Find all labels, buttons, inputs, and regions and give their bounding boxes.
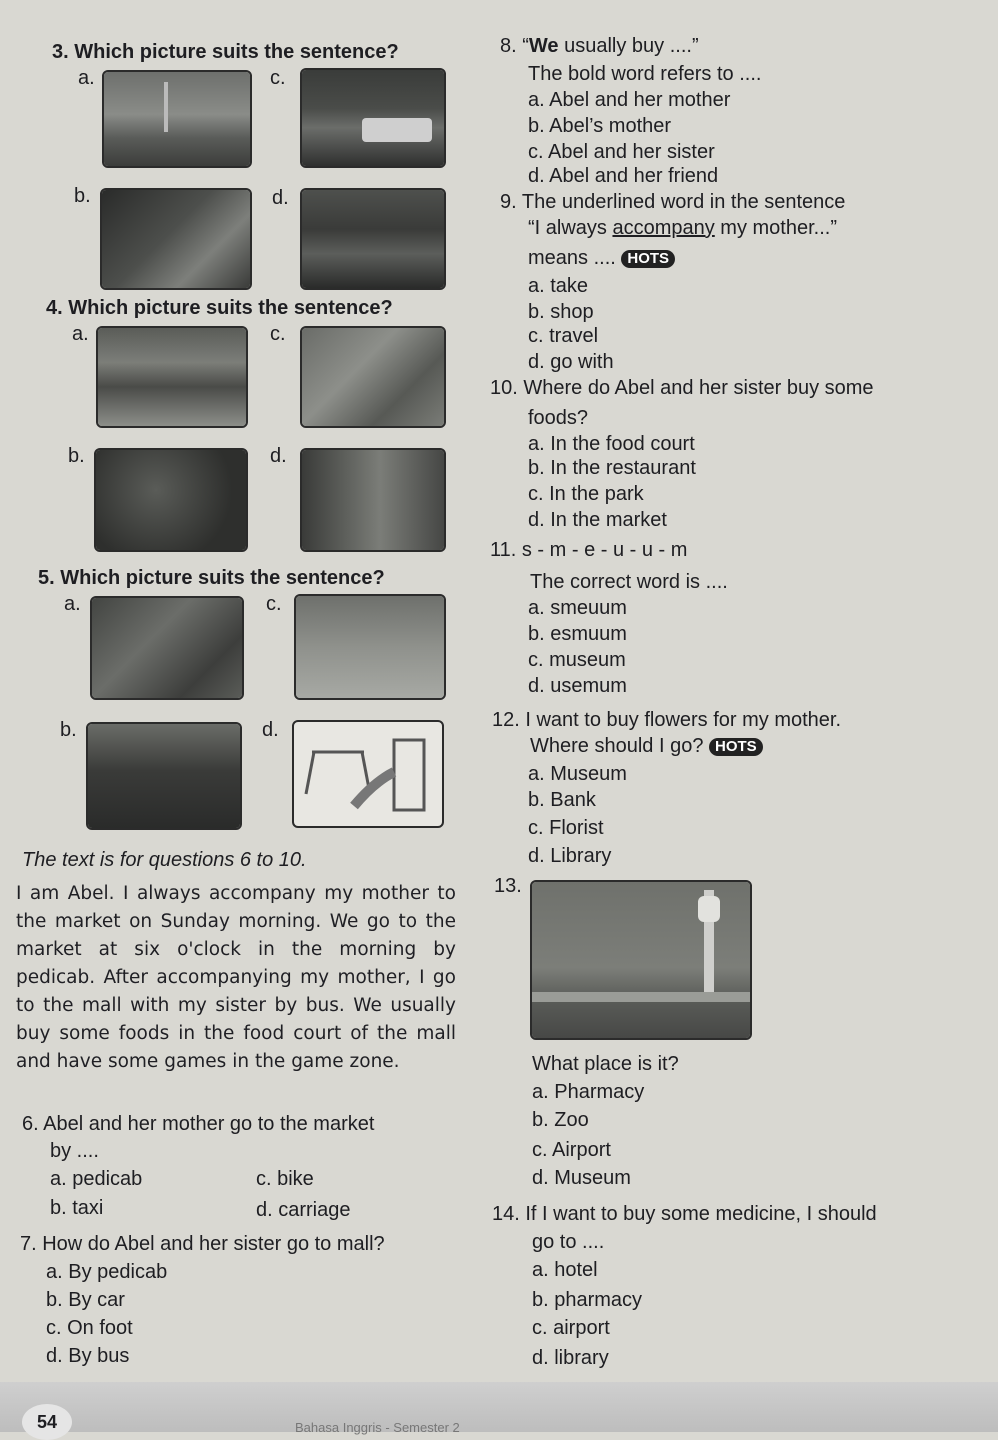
q11-question-line1: 11. s - m - e - u - u - m [490, 539, 688, 561]
q12-option-a[interactable]: a. Museum [528, 763, 627, 785]
q3-picture-b-train[interactable] [100, 188, 252, 290]
q8-option-d[interactable]: d. Abel and her friend [528, 165, 719, 187]
q10-question-line1: 10. Where do Abel and her sister buy some [490, 377, 874, 399]
q11-option-a[interactable]: a. smeuum [528, 597, 627, 619]
q10-option-c[interactable]: c. In the park [528, 483, 644, 505]
q4-question: 4. Which picture suits the sentence? [46, 297, 393, 319]
q7-option-b[interactable]: b. By car [46, 1289, 125, 1311]
q11-option-b[interactable]: b. esmuum [528, 623, 627, 645]
q8-question: 8. “We usually buy ....” [500, 35, 699, 57]
q5-label-b: b. [60, 719, 77, 741]
q3-label-a: a. [78, 67, 95, 89]
q9-option-d[interactable]: d. go with [528, 351, 614, 373]
q14-question-line1: 14. If I want to buy some medicine, I should [492, 1203, 877, 1225]
q5-label-c: c. [266, 593, 282, 615]
q12-option-c[interactable]: c. Florist [528, 817, 604, 839]
q13-option-a[interactable]: a. Pharmacy [532, 1081, 645, 1103]
q3-question: 3. Which picture suits the sentence? [52, 41, 399, 63]
q13-picture-airport[interactable] [530, 880, 752, 1040]
q6-option-a[interactable]: a. pedicab [50, 1168, 143, 1190]
q9-option-b[interactable]: b. shop [528, 301, 594, 323]
q8-option-a[interactable]: a. Abel and her mother [528, 89, 731, 111]
q10-question-line2: foods? [528, 407, 589, 429]
q5-question: 5. Which picture suits the sentence? [38, 567, 385, 589]
page-footer [0, 1382, 998, 1432]
q5-label-a: a. [64, 593, 81, 615]
q3-label-c: c. [270, 67, 286, 89]
q14-question-line2: go to .... [532, 1231, 605, 1253]
q12-option-d[interactable]: d. Library [528, 845, 612, 867]
q14-option-d[interactable]: d. library [532, 1347, 609, 1369]
q9-question-line1: 9. The underlined word in the sentence [500, 191, 846, 213]
q9-question-line3: means .... HOTS [528, 246, 675, 270]
q4-label-d: d. [270, 445, 287, 467]
q5-picture-b-city-park[interactable] [86, 722, 242, 830]
hots-badge: HOTS [621, 250, 675, 268]
q12-option-b[interactable]: b. Bank [528, 789, 596, 811]
q11-option-c[interactable]: c. museum [528, 649, 626, 671]
q4-picture-a-bookstore[interactable] [96, 326, 248, 428]
q8-option-c[interactable]: c. Abel and her sister [528, 141, 715, 163]
q11-option-d[interactable]: d. usemum [528, 675, 627, 697]
q5-picture-a-zoo[interactable] [90, 596, 244, 700]
page-number: 54 [22, 1404, 72, 1440]
q8-option-b[interactable]: b. Abel’s mother [528, 115, 672, 137]
q3-picture-d-buses[interactable] [300, 188, 446, 290]
q7-option-a[interactable]: a. By pedicab [46, 1261, 168, 1283]
reading-passage: I am Abel. I always accompany my mother to the market on Sunday morning. We go to the market at six o'clock in the morning by pedicab. After accompanying my mother, I go to the mall with my sister by bus. We usually buy some foods in the food court of the mall and have some games in the game zone. [16, 883, 456, 1072]
q13-prompt: What place is it? [532, 1053, 679, 1075]
q10-option-b[interactable]: b. In the restaurant [528, 457, 696, 479]
q4-picture-b-fruit-market[interactable] [94, 448, 248, 552]
q7-option-c[interactable]: c. On foot [46, 1317, 133, 1339]
book-title: Bahasa Inggris - Semester 2 [295, 1420, 460, 1435]
q5-label-d: d. [262, 719, 279, 741]
q6-question-line1: 6. Abel and her mother go to the market [22, 1113, 375, 1135]
q12-question-line2: Where should I go? HOTS [530, 734, 763, 758]
q5-picture-c-waterpark[interactable] [294, 594, 446, 700]
q14-option-a[interactable]: a. hotel [532, 1259, 598, 1281]
q4-picture-d-clothing-store[interactable] [300, 448, 446, 552]
q4-picture-c-toy-store[interactable] [300, 326, 446, 428]
q12-question-line1: 12. I want to buy flowers for my mother. [492, 709, 842, 731]
q3-picture-c-boat[interactable] [300, 68, 446, 168]
q13-option-d[interactable]: d. Museum [532, 1167, 631, 1189]
reading-text-heading: The text is for questions 6 to 10. [22, 849, 307, 871]
q6-option-c[interactable]: c. bike [256, 1168, 314, 1190]
q13-option-b[interactable]: b. Zoo [532, 1109, 589, 1131]
q7-question: 7. How do Abel and her sister go to mall? [20, 1233, 385, 1255]
q9-underlined-word: accompany [612, 217, 715, 239]
q13-option-c[interactable]: c. Airport [532, 1139, 611, 1161]
hots-badge: HOTS [709, 738, 763, 756]
q4-label-b: b. [68, 445, 85, 467]
q5-picture-d-playground[interactable] [292, 720, 444, 828]
q3-label-b: b. [74, 185, 91, 207]
q14-option-c[interactable]: c. airport [532, 1317, 610, 1339]
q11-prompt: The correct word is .... [530, 571, 728, 593]
q6-option-b[interactable]: b. taxi [50, 1197, 104, 1219]
q14-option-b[interactable]: b. pharmacy [532, 1289, 643, 1311]
q10-option-a[interactable]: a. In the food court [528, 433, 695, 455]
q7-option-d[interactable]: d. By bus [46, 1345, 130, 1367]
q9-option-a[interactable]: a. take [528, 275, 589, 297]
q6-option-d[interactable]: d. carriage [256, 1199, 351, 1221]
q4-label-c: c. [270, 323, 286, 345]
q6-question-line2: by .... [50, 1140, 99, 1162]
q10-option-d[interactable]: d. In the market [528, 509, 667, 531]
q8-prompt: The bold word refers to .... [528, 63, 762, 85]
q4-label-a: a. [72, 323, 89, 345]
q3-picture-a-harbor[interactable] [102, 70, 252, 168]
q13-number: 13. [494, 875, 522, 897]
q9-question-line2: “I always accompany my mother...” [528, 217, 837, 239]
q9-option-c[interactable]: c. travel [528, 325, 599, 347]
q3-label-d: d. [272, 187, 289, 209]
